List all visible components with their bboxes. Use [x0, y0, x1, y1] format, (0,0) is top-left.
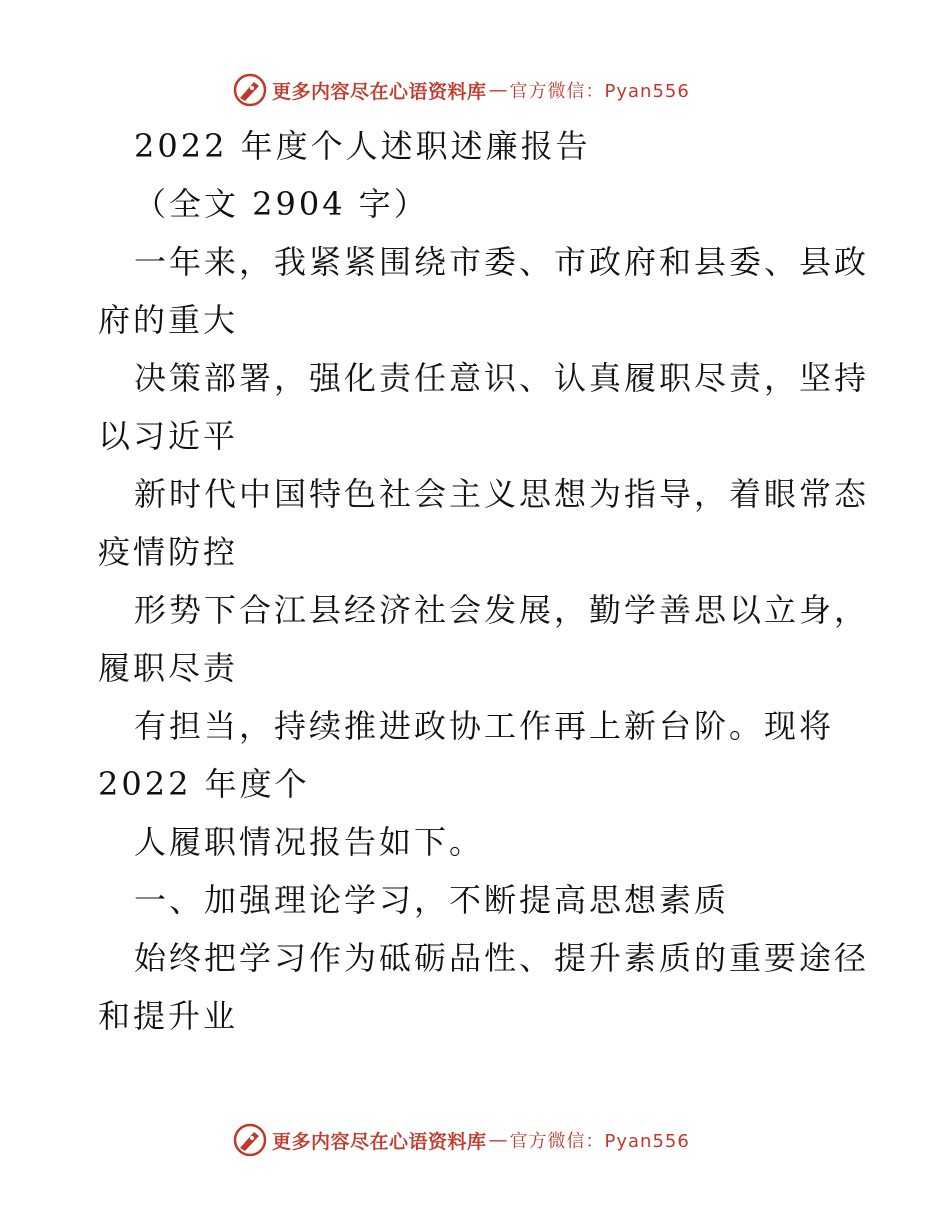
paragraph-line: 履职尽责 — [98, 649, 239, 687]
paragraph-line: 和提升业 — [98, 997, 239, 1035]
banner-separator: — — [488, 79, 508, 101]
paragraph-line: 府的重大 — [98, 301, 239, 339]
paragraph-line: 决策部署，强化责任意识、认真履职尽责，坚持 — [134, 359, 870, 397]
paragraph-line: 形势下合江县经济社会发展，勤学善思以立身， — [134, 591, 870, 629]
paragraph-line: 一年来，我紧紧围绕市委、市政府和县委、县政 — [134, 243, 870, 281]
paragraph-line: 2022 年度个 — [98, 765, 310, 803]
header-banner — [232, 70, 690, 110]
paragraph-line: 始终把学习作为砥砺品性、提升素质的重要途径 — [134, 939, 870, 977]
banner-wechat: 官方微信：Pyan556 — [509, 81, 690, 102]
banner-separator: — — [488, 1129, 508, 1151]
banner-title: 更多内容尽在心语资料库 — [272, 1130, 487, 1153]
pen-nib-logo-icon — [232, 72, 268, 108]
banner-title: 更多内容尽在心语资料库 — [272, 80, 487, 103]
paragraph-line: 新时代中国特色社会主义思想为指导，着眼常态 — [134, 475, 870, 513]
paragraph-line: 疫情防控 — [98, 533, 239, 571]
doc-wordcount: （全文 2904 字） — [134, 185, 429, 223]
section-heading: 一、加强理论学习，不断提高思想素质 — [134, 881, 730, 919]
paragraph-line: 人履职情况报告如下。 — [134, 823, 485, 861]
banner-wechat: 官方微信：Pyan556 — [509, 1131, 690, 1152]
footer-banner — [232, 1120, 690, 1160]
paragraph-line: 有担当，持续推进政协工作再上新台阶。现将 — [134, 707, 835, 745]
pen-nib-logo-icon — [232, 1122, 268, 1158]
paragraph-line: 以习近平 — [98, 417, 239, 455]
doc-title: 2022 年度个人述职述廉报告 — [134, 127, 591, 165]
